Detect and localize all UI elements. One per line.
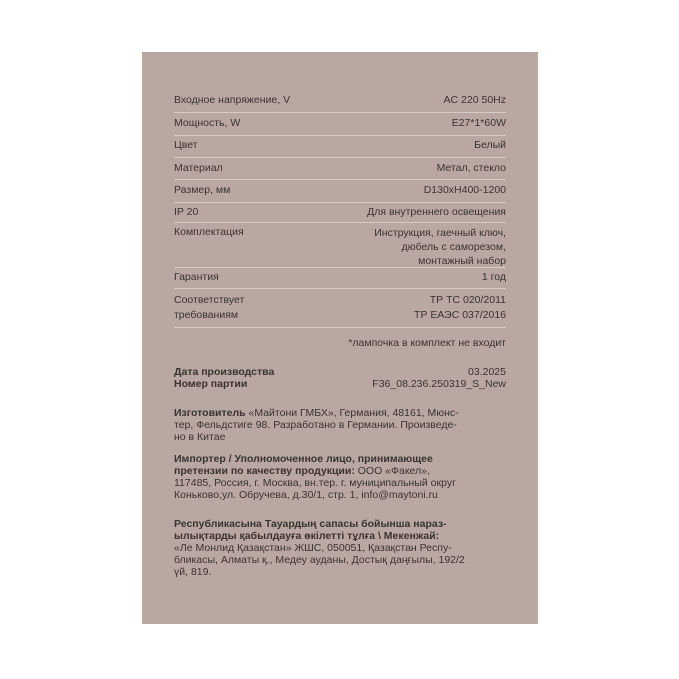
manufacturer-text: «Майтони ГМБХ», Германия, 48161, Мюнс- тер, Фельдстиге 98. Разработано в Германии. Произведе- но в Китае bbox=[174, 407, 459, 443]
spec-label: Гарантия bbox=[174, 271, 219, 283]
spec-value: E27*1*60W bbox=[451, 117, 506, 129]
divider bbox=[174, 288, 506, 289]
manufacturer-label: Изготовитель bbox=[174, 407, 246, 419]
divider bbox=[174, 179, 506, 180]
manufacturer-block bbox=[174, 407, 506, 443]
spec-value: Инструкция, гаечный ключ, дюбель с саморезом, монтажный набор bbox=[374, 227, 506, 267]
batch-number-value: F36_08.236.250319_S_New bbox=[372, 378, 506, 390]
spec-label: Размер, мм bbox=[174, 184, 231, 196]
importer-label: Импортер / Уполномоченное лицо, принимающее претензии по качеству продукции: bbox=[174, 453, 433, 477]
spec-value: 1 год bbox=[481, 271, 506, 283]
spec-value: AC 220 50Hz bbox=[443, 94, 506, 106]
spec-label: Материал bbox=[174, 162, 223, 174]
spec-label: Комплектация bbox=[174, 226, 244, 238]
spec-value: ТР ТС 020/2011 ТР ЕАЭС 037/2016 bbox=[414, 294, 506, 321]
bulb-note: *лампочка в комплект не входит bbox=[348, 337, 506, 349]
spec-label: Входное напряжение, V bbox=[174, 94, 291, 106]
production-date-value: 03.2025 bbox=[468, 366, 506, 378]
kazakhstan-block bbox=[174, 518, 506, 578]
spec-value: Белый bbox=[474, 139, 506, 151]
product-label-card bbox=[142, 52, 538, 624]
divider bbox=[174, 202, 506, 203]
batch-number-label: Номер партии bbox=[174, 378, 248, 390]
divider bbox=[174, 157, 506, 158]
importer-block bbox=[174, 453, 506, 501]
divider bbox=[174, 135, 506, 136]
spec-label: IP 20 bbox=[174, 206, 199, 218]
importer-text: ООО «Факел», 117485, Россия, г. Москва, вн.тер. г. муниципальный округ Коньково,ул. Обручева, д.30/1, стр. 1, info@maytoni.ru bbox=[174, 465, 456, 501]
production-date-label: Дата производства bbox=[174, 366, 275, 378]
divider bbox=[174, 327, 506, 328]
kazakhstan-label: Республикасына Тауардың сапасы бойынша нараз- ылықтарды қабылдауға өкілетті тұлға \ Мекенжай: bbox=[174, 518, 447, 542]
divider bbox=[174, 267, 506, 268]
spec-value: Для внутреннего освещения bbox=[367, 206, 506, 218]
spec-value: D130хH400-1200 bbox=[423, 184, 506, 196]
divider bbox=[174, 222, 506, 223]
spec-label: Цвет bbox=[174, 139, 198, 151]
spec-value: Метал, стекло bbox=[436, 162, 506, 174]
spec-label: Мощность, W bbox=[174, 117, 241, 129]
divider bbox=[174, 112, 506, 113]
kazakhstan-text: «Ле Монлид Қазақстан» ЖШС, 050051, Қазақстан Респу- бликасы, Алматы қ., Медеу ауданы, Достық даңғылы, 192/2 үй, 819. bbox=[174, 542, 465, 578]
spec-label: Соответствует требованиям bbox=[174, 294, 245, 321]
